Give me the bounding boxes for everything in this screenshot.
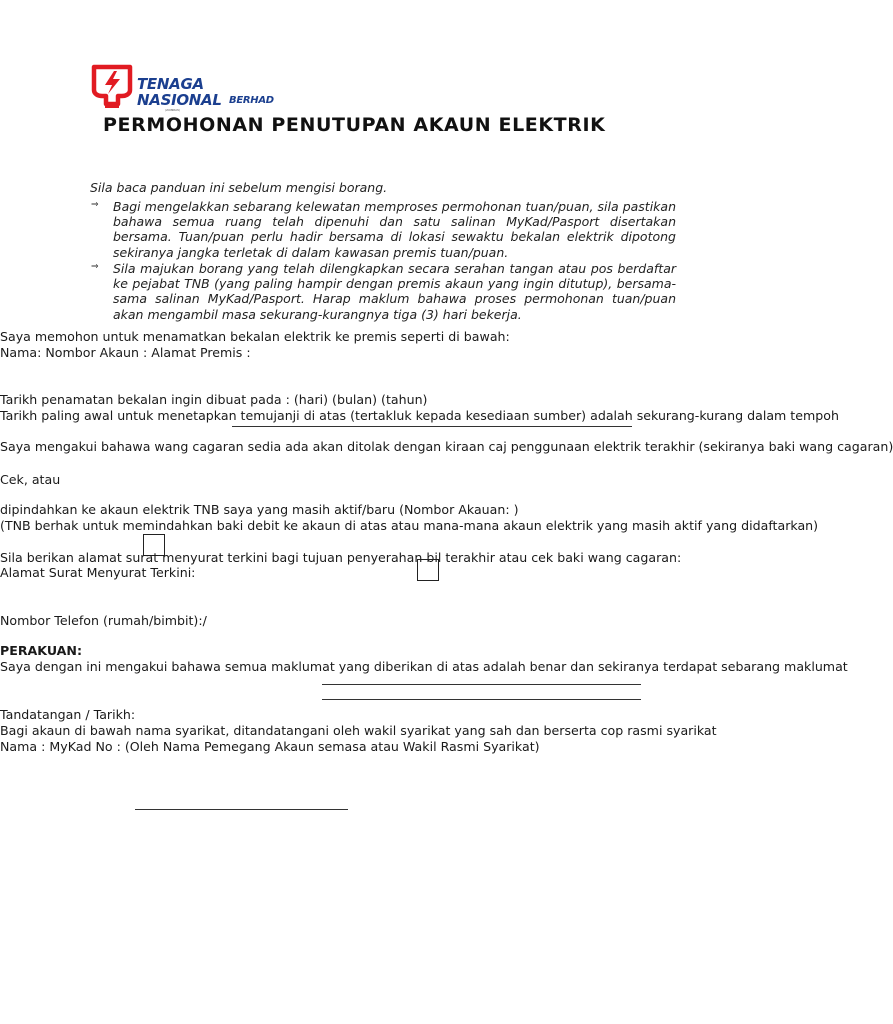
guide-bullet-1: Bagi mengelakkan sebarang kelewatan memproses permohonan tuan/puan, sila pastikan bahawa semua ruang telah dipenuhi dan satu salinan MyKad/Pasport disertakan bersama. Tuan/puan perlu hadir bersama di lokasi sewaktu bekalan elektrik dipotong sekiranya jangka terletak di dalam kawasan premis tuan/puan. — [113, 199, 676, 260]
phone-label: Nombor Telefon (rumah/bimbit):/ — [0, 613, 207, 628]
tnb-emblem-icon — [90, 64, 134, 110]
bullet-marker: ⇒ — [91, 262, 99, 272]
request-statement: Saya memohon untuk menamatkan bekalan elektrik ke premis seperti di bawah: — [0, 329, 510, 344]
declaration-heading: PERAKUAN: — [0, 643, 82, 658]
logo-text-berhad: BERHAD — [229, 95, 274, 106]
page-title: PERMOHONAN PENUTUPAN AKAUN ELEKTRIK — [103, 114, 606, 136]
logo-text-tenaga: TENAGA — [137, 75, 204, 93]
signature-line-1[interactable] — [322, 684, 641, 685]
option-transfer-label: dipindahkan ke akaun elektrik TNB saya yang masih aktif/baru (Nombor Akauan: ) — [0, 502, 519, 517]
logo-text-nasional: NASIONAL — [137, 91, 222, 109]
logo-registration: (200866-W) — [165, 108, 180, 112]
declaration-text: Saya dengan ini mengakui bahawa semua maklumat yang diberikan di atas adalah benar dan sekiranya terdapat sebarang maklumat — [0, 659, 848, 674]
mailing-address-label: Alamat Surat Menyurat Terkini: — [0, 565, 196, 580]
address-request: Sila berikan alamat surat menyurat terkini bagi tujuan penyerahan bil terakhir atau cek baki wang cagaran: — [0, 550, 682, 565]
transfer-checkbox[interactable] — [417, 559, 439, 581]
tnb-logo — [90, 64, 280, 112]
deposit-acknowledgement: Saya mengakui bahawa wang cagaran sedia ada akan ditolak dengan kiraan caj penggunaan elektrik terakhir (sekiranya baki wang cagaran) — [0, 439, 893, 454]
option-cheque-label: Cek, atau — [0, 472, 61, 487]
signature-line-2[interactable] — [322, 699, 641, 700]
signature-date-label: Tandatangan / Tarikh: — [0, 707, 136, 722]
earliest-appointment-line: Tarikh paling awal untuk menetapkan temujanji di atas (tertakluk kepada kesediaan sumber) adalah sekurang-kurang dalam tempoh — [0, 408, 839, 423]
termination-date-line: Tarikh penamatan bekalan ingin dibuat pada : (hari) (bulan) (tahun) — [0, 392, 428, 407]
underline-rule — [232, 426, 632, 427]
guide-bullet-2: Sila majukan borang yang telah dilengkapkan secara serahan tangan atau pos berdaftar ke pejabat TNB (yang paling hampir dengan premis akaun yang ingin ditutup), bersama-sama salinan MyKad/Pasport. Harap maklum bahawa proses permohonan tuan/puan akan mengambil masa sekurang-kurangnya tiga (3) hari bekerja. — [113, 261, 676, 322]
name-account-address-line: Nama: Nombor Akaun : Alamat Premis : — [0, 345, 251, 360]
company-account-note: Bagi akaun di bawah nama syarikat, ditandatangani oleh wakil syarikat yang sah dan berserta cop rasmi syarikat — [0, 723, 717, 738]
bullet-marker: ⇒ — [91, 200, 99, 210]
signature-line-3[interactable] — [135, 809, 348, 810]
guide-intro: Sila baca panduan ini sebelum mengisi borang. — [90, 180, 388, 195]
tnb-right-note: (TNB berhak untuk memindahkan baki debit ke akaun di atas atau mana-mana akaun elektrik yang masih aktif yang didaftarkan) — [0, 518, 819, 533]
name-mykad-line: Nama : MyKad No : (Oleh Nama Pemegang Akaun semasa atau Wakil Rasmi Syarikat) — [0, 739, 540, 754]
